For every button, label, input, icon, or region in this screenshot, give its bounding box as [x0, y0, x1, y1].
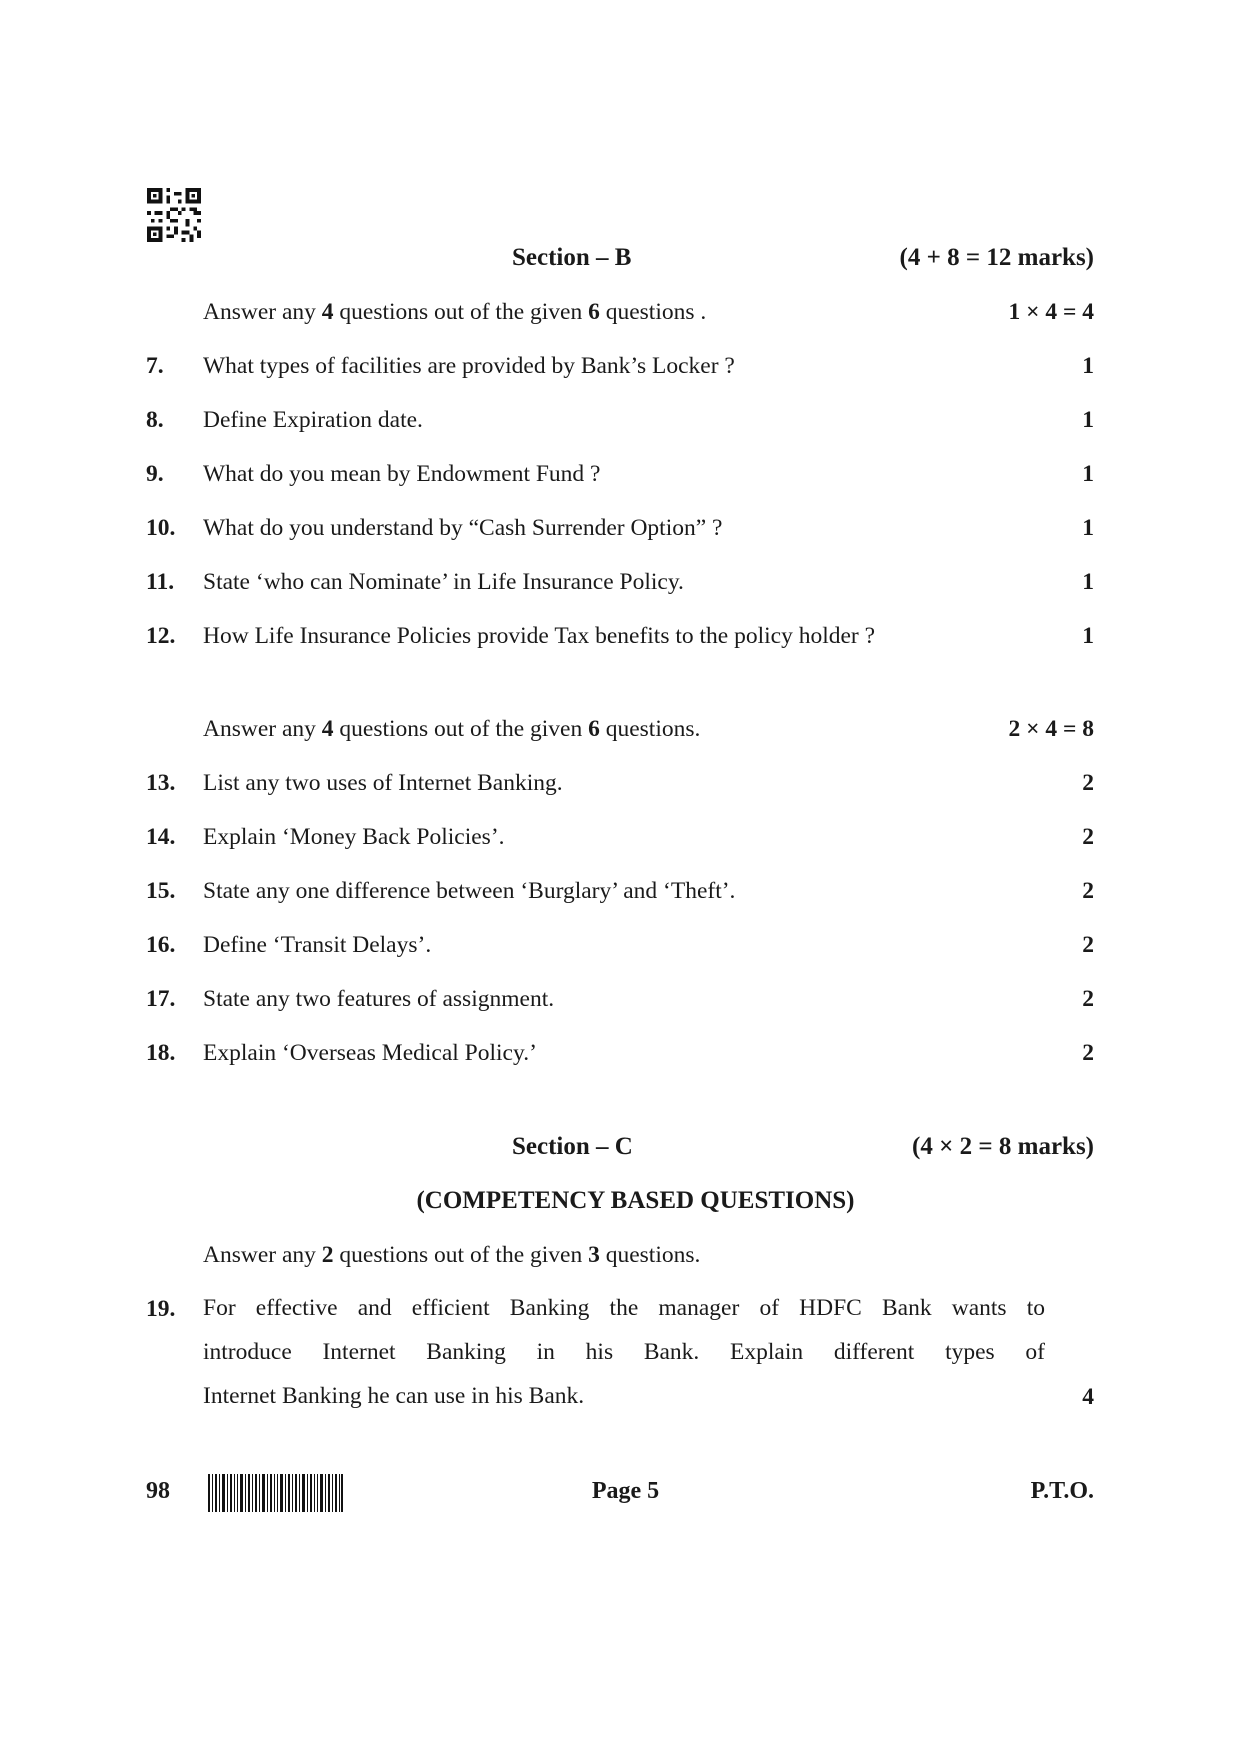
question-number: 14. — [146, 824, 176, 850]
question-number: 19. — [146, 1296, 176, 1322]
question-number: 15. — [146, 878, 176, 904]
question-number: 18. — [146, 1040, 176, 1066]
question-text: State any one difference between ‘Burglary’ and ‘Theft’. — [203, 878, 736, 904]
question-number: 10. — [146, 515, 176, 541]
section-c-instruction — [146, 1242, 1094, 1276]
question-text: How Life Insurance Policies provide Tax benefits to the policy holder ? — [203, 623, 876, 649]
question-row — [146, 515, 1094, 549]
section-b-instruction-2 — [146, 716, 1094, 750]
section-b-marks: (4 + 8 = 12 marks) — [899, 244, 1094, 271]
question-text: Define Expiration date. — [203, 407, 423, 433]
question-row — [146, 407, 1094, 441]
question-number: 16. — [146, 932, 176, 958]
question-row — [146, 461, 1094, 495]
question-number: 9. — [146, 461, 164, 487]
instruction-marks: 1 × 4 = 4 — [1008, 299, 1094, 325]
question-row — [146, 353, 1094, 387]
section-b-instruction-1 — [146, 299, 1094, 333]
question-text: List any two uses of Internet Banking. — [203, 770, 563, 796]
question-marks: 1 — [1082, 515, 1094, 541]
instruction-text: Answer any 4 questions out of the given 6 questions. — [203, 716, 701, 742]
question-marks: 2 — [1082, 986, 1094, 1012]
instruction-marks: 2 × 4 = 8 — [1008, 716, 1094, 742]
question-number: 8. — [146, 407, 164, 433]
question-text: State ‘who can Nominate’ in Life Insurance Policy. — [203, 569, 684, 595]
question-19-text — [203, 1286, 1045, 1418]
question-number: 11. — [146, 569, 175, 595]
question-number: 13. — [146, 770, 176, 796]
question-marks: 2 — [1082, 824, 1094, 850]
question-marks: 1 — [1082, 623, 1094, 649]
question-marks: 2 — [1082, 770, 1094, 796]
question-row — [146, 986, 1094, 1020]
question-marks: 2 — [1082, 932, 1094, 958]
section-b-title: Section – B — [512, 244, 632, 271]
instruction-text: Answer any 4 questions out of the given 6 questions . — [203, 299, 707, 325]
question-text: State any two features of assignment. — [203, 986, 555, 1012]
section-c-marks: (4 × 2 = 8 marks) — [912, 1133, 1094, 1160]
question-19-marks: 4 — [1082, 1384, 1094, 1410]
question-line: For effective and efficient Banking the manager of HDFC Bank wants to — [203, 1295, 1045, 1321]
question-row — [146, 1040, 1094, 1074]
question-text: What do you understand by “Cash Surrender Option” ? — [203, 515, 723, 541]
question-text: What types of facilities are provided by Bank’s Locker ? — [203, 353, 735, 379]
question-row — [146, 932, 1094, 966]
question-marks: 2 — [1082, 878, 1094, 904]
question-marks: 1 — [1082, 461, 1094, 487]
question-text: Explain ‘Overseas Medical Policy.’ — [203, 1040, 537, 1066]
question-row — [146, 569, 1094, 603]
section-c-title: Section – C — [512, 1133, 633, 1160]
instruction-text: Answer any 2 questions out of the given 3 questions. — [203, 1242, 701, 1268]
question-marks: 1 — [1082, 569, 1094, 595]
question-text: Define ‘Transit Delays’. — [203, 932, 432, 958]
question-text: Explain ‘Money Back Policies’. — [203, 824, 505, 850]
question-row — [146, 623, 1094, 657]
question-line: introduce Internet Banking in his Bank. Explain different types of — [203, 1339, 1045, 1365]
question-number: 17. — [146, 986, 176, 1012]
question-row — [146, 878, 1094, 912]
question-row — [146, 824, 1094, 858]
question-number: 7. — [146, 353, 164, 379]
question-line: Internet Banking he can use in his Bank. — [203, 1383, 585, 1409]
page-number: Page 5 — [591, 1478, 660, 1504]
pto-label: P.T.O. — [1030, 1478, 1094, 1504]
question-marks: 2 — [1082, 1040, 1094, 1066]
question-number: 12. — [146, 623, 176, 649]
question-row — [146, 770, 1094, 804]
question-marks: 1 — [1082, 353, 1094, 379]
question-marks: 1 — [1082, 407, 1094, 433]
qr-code-icon — [146, 188, 202, 242]
section-c-subtitle: (COMPETENCY BASED QUESTIONS) — [416, 1187, 855, 1214]
question-text: What do you mean by Endowment Fund ? — [203, 461, 601, 487]
paper-code: 98 — [146, 1478, 170, 1504]
